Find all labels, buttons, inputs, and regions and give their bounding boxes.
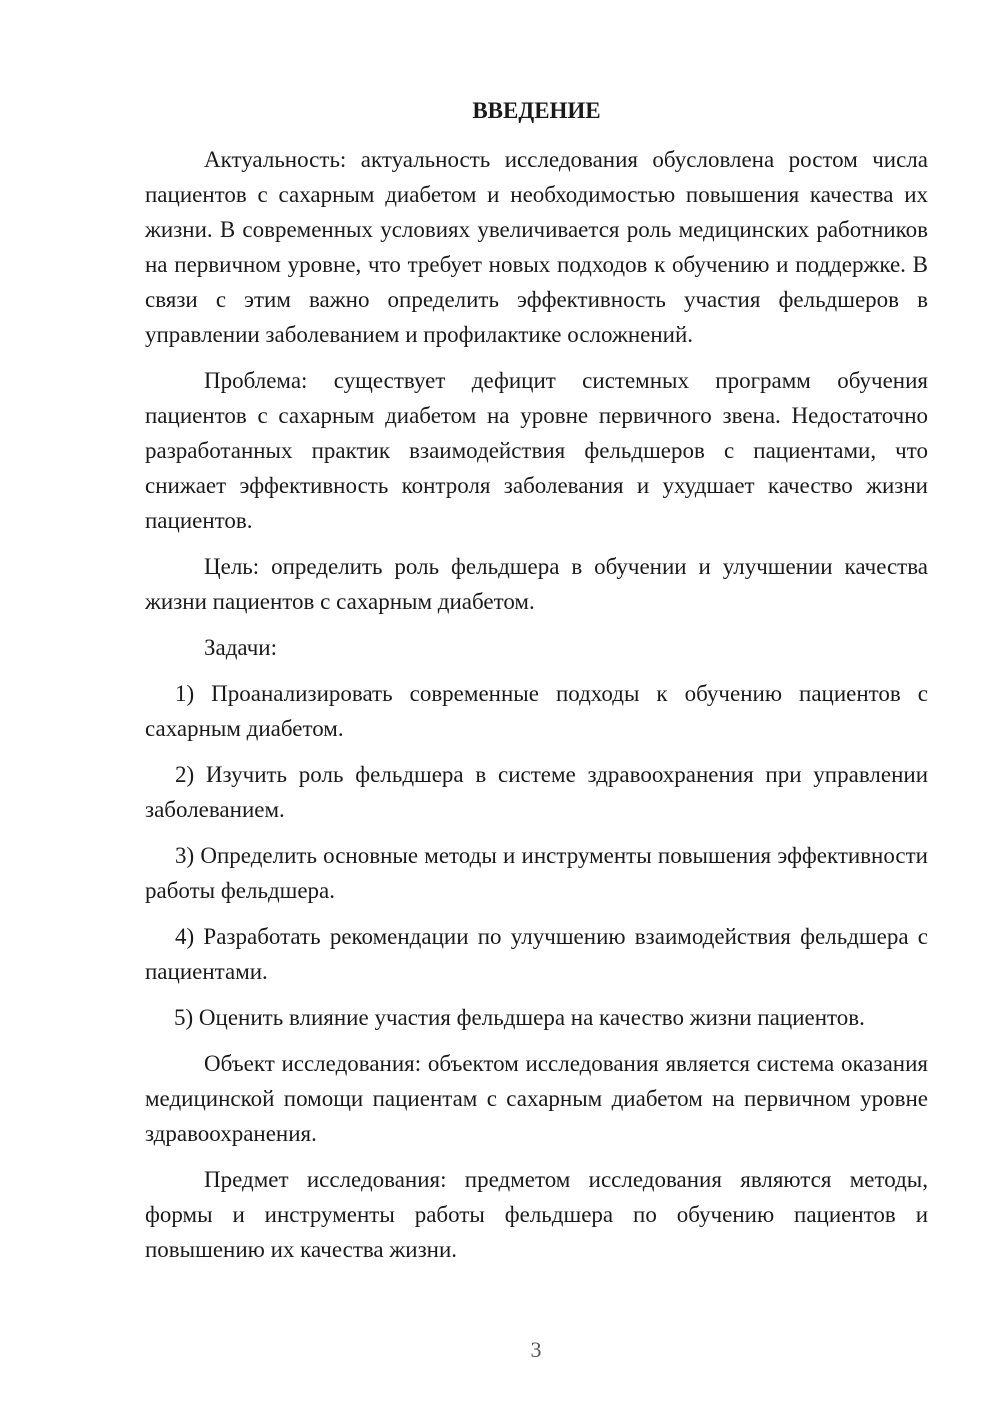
object-paragraph: Объект исследования: объектом исследования является система оказания медицинской помощи пациентам с сахарным диабетом на первичном уровне здравоохранения. — [145, 1051, 928, 1146]
problem-paragraph: Проблема: существует дефицит системных программ обучения пациентов с сахарным диабетом на уровне первичного звена. Недостаточно разработанных практик взаимодействия фельдшеров с пациентами, что снижает эффективность контроля заболевания и ухудшает качество жизни пациентов. — [145, 368, 928, 533]
relevance-paragraph: Актуальность: актуальность исследования обусловлена ростом числа пациентов с сахарным диабетом и необходимостью повышения качества их жизни. В современных условиях увеличивается роль медицинских работников на первичном уровне, что требует новых подходов к обучению и поддержке. В связи с этим важно определить эффективность участия фельдшеров в управлении заболеванием и профилактике осложнений. — [145, 147, 928, 347]
task-item-1: 1) Проанализировать современные подходы к обучению пациентов с сахарным диабетом. — [145, 681, 928, 741]
page-content — [145, 93, 928, 1278]
task-item-3: 3) Определить основные методы и инструменты повышения эффективности работы фельдшера. — [145, 843, 928, 903]
section-heading: ВВЕДЕНИЕ — [472, 98, 601, 123]
subject-paragraph: Предмет исследования: предметом исследования являются методы, формы и инструменты работы фельдшера по обучению пациентов и повышению их качества жизни. — [145, 1167, 928, 1262]
task-item-4: 4) Разработать рекомендации по улучшению взаимодействия фельдшера с пациентами. — [145, 924, 928, 984]
task-item-5: 5) Оценить влияние участия фельдшера на качество жизни пациентов. — [174, 1005, 865, 1030]
goal-paragraph: Цель: определить роль фельдшера в обучении и улучшении качества жизни пациентов с сахарным диабетом. — [145, 554, 928, 614]
page-number: 3 — [530, 1337, 542, 1362]
tasks-label: Задачи: — [204, 635, 277, 660]
task-item-2: 2) Изучить роль фельдшера в системе здравоохранения при управлении заболеванием. — [145, 762, 928, 822]
